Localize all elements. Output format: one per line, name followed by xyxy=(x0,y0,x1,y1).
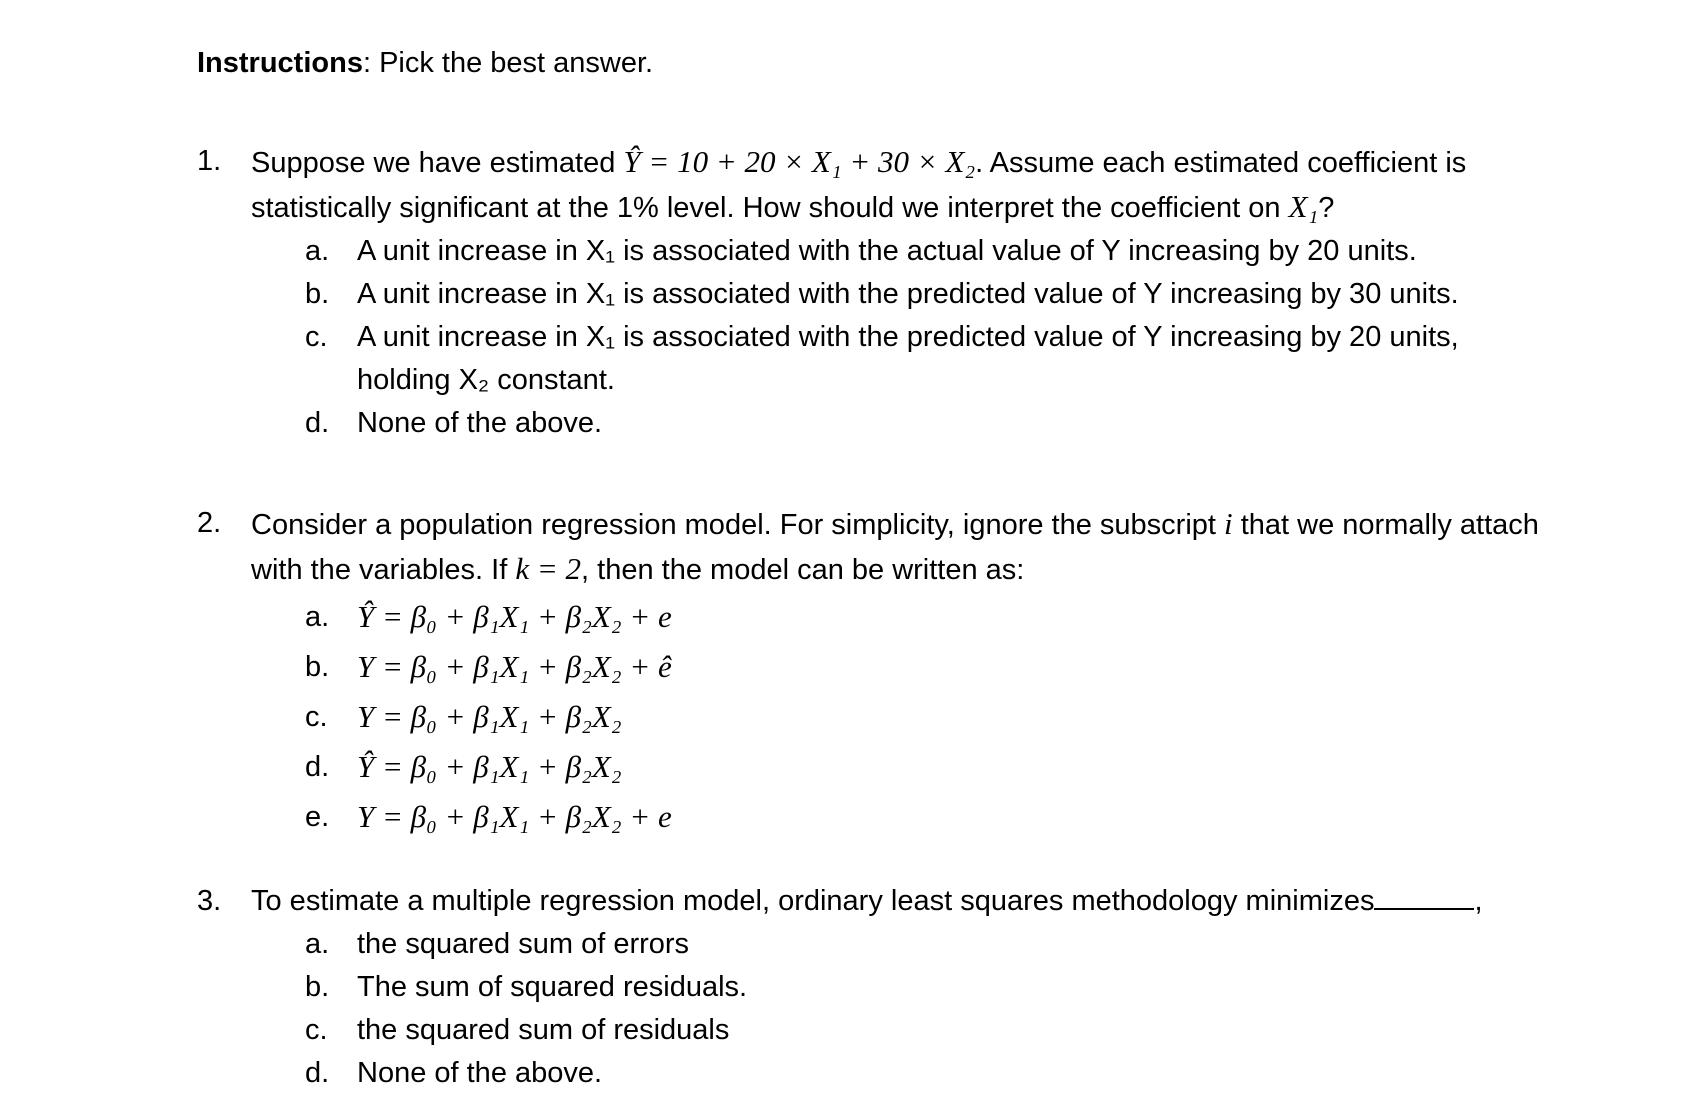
answer-options xyxy=(305,230,1547,445)
answer-option[interactable] xyxy=(305,316,1547,402)
question-stem: Consider a population regression model. For simplicity, ignore the subscript i that we normally attach with the variables. If k = 2, then the model can be written as: xyxy=(251,506,1539,586)
question-3 xyxy=(197,880,1547,1095)
question-number: 2. xyxy=(197,507,222,539)
option-equation: Ŷ = β₀ + β₁X₁ + β₂X₂ xyxy=(357,749,622,784)
option-equation: Y = β₀ + β₁X₁ + β₂X₂ + e xyxy=(357,799,672,834)
question-stem: To estimate a multiple regression model, ordinary least squares methodology minimizes , xyxy=(251,885,1483,917)
fill-in-blank[interactable] xyxy=(1374,888,1474,910)
option-letter: b. xyxy=(305,971,330,1003)
question-number: 3. xyxy=(197,885,222,917)
option-text: the squared sum of errors xyxy=(357,928,690,960)
answer-option[interactable] xyxy=(305,402,1547,445)
option-equation: Y = β₀ + β₁X₁ + β₂X₂ xyxy=(357,699,622,734)
question-number: 1. xyxy=(197,145,222,177)
answer-option[interactable] xyxy=(305,792,1547,842)
option-letter: c. xyxy=(305,701,328,733)
answer-option[interactable] xyxy=(305,592,1547,642)
answer-option[interactable] xyxy=(305,642,1547,692)
option-letter: e. xyxy=(305,801,330,833)
option-equation: Ŷ = β₀ + β₁X₁ + β₂X₂ + e xyxy=(357,599,672,634)
question-stem: Suppose we have estimated Ŷ = 10 + 20 × X₁ + 30 × X₂. Assume each estimated coefficient is statistically significant at the 1% level. How should we interpret the coefficient on X₁? xyxy=(251,144,1467,224)
option-letter: b. xyxy=(305,651,330,683)
option-letter: c. xyxy=(305,1014,328,1046)
option-text: the squared sum of residuals xyxy=(357,1014,730,1046)
regression-equation: Ŷ = 10 + 20 × X₁ + 30 × X₂ xyxy=(623,144,976,179)
option-letter: a. xyxy=(305,235,330,267)
option-letter: d. xyxy=(305,751,330,783)
option-letter: b. xyxy=(305,278,330,310)
answer-option[interactable] xyxy=(305,1009,1547,1052)
option-equation: Y = β₀ + β₁X₁ + β₂X₂ + ê xyxy=(357,649,672,684)
option-letter: a. xyxy=(305,928,330,960)
option-letter: c. xyxy=(305,321,328,353)
instructions-text: : Pick the best answer. xyxy=(362,47,654,79)
option-text: None of the above. xyxy=(357,407,603,439)
option-text: A unit increase in X₁ is associated with the actual value of Y increasing by 20 units. xyxy=(357,235,1417,267)
option-text: A unit increase in X₁ is associated with the predicted value of Y increasing by 30 units. xyxy=(357,278,1459,310)
option-text: The sum of squared residuals. xyxy=(357,971,748,1003)
answer-options xyxy=(305,592,1547,842)
answer-option[interactable] xyxy=(305,742,1547,792)
answer-option[interactable] xyxy=(305,966,1547,1009)
answer-option[interactable] xyxy=(305,692,1547,742)
option-letter: d. xyxy=(305,407,330,439)
answer-option[interactable] xyxy=(305,273,1547,316)
instructions-label: Instructions xyxy=(197,47,363,79)
answer-option[interactable] xyxy=(305,923,1547,966)
option-letter: d. xyxy=(305,1057,330,1089)
option-letter: a. xyxy=(305,601,330,633)
question-1 xyxy=(197,140,1547,445)
answer-options xyxy=(305,923,1547,1095)
option-text: None of the above. xyxy=(357,1057,603,1089)
question-2 xyxy=(197,502,1547,842)
answer-option[interactable] xyxy=(305,230,1547,273)
option-text: A unit increase in X₁ is associated with the predicted value of Y increasing by 20 units, holding X₂ constant. xyxy=(357,321,1459,396)
answer-option[interactable] xyxy=(305,1052,1547,1095)
instructions xyxy=(197,42,653,85)
